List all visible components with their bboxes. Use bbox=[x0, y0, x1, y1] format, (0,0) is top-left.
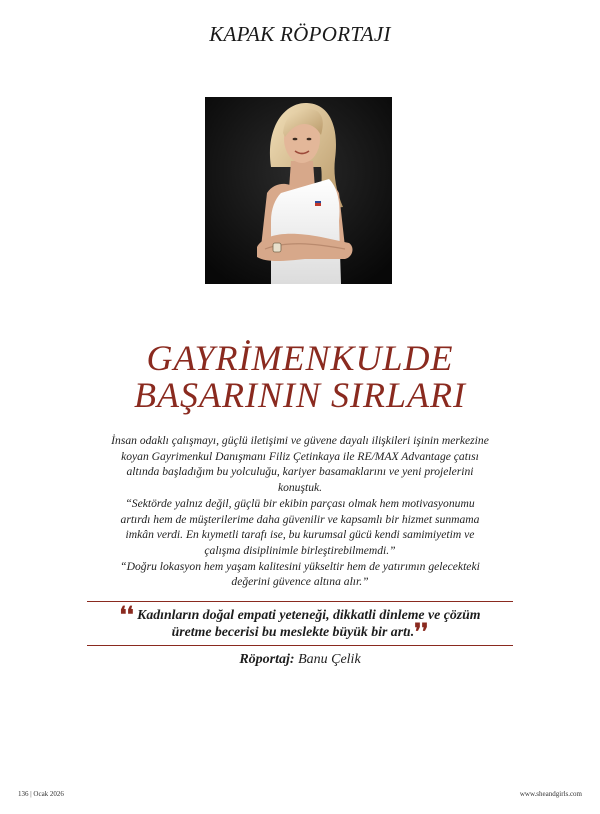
intro-line: değerini güvence altına alır.” bbox=[231, 575, 369, 589]
byline-label: Röportaj: bbox=[239, 652, 295, 667]
intro-line: çalışma disiplinimle birleştirebilmemdi.” bbox=[204, 543, 396, 557]
intro-line: artırdı hem de müşterilerime daha güvenilir ve kapsamlı bir hizmet sunmama bbox=[120, 512, 480, 526]
headline-line-1: GAYRİMENKULDE bbox=[146, 338, 454, 378]
intro-line: koyan Gayrimenkul Danışmanı Filiz Çetinkaya ile RE/MAX Advantage çatısı bbox=[121, 449, 479, 463]
page-number-footer: 136 | Ocak 2026 bbox=[18, 790, 64, 798]
intro-line: imkân verdi. En kıymetli tarafı ise, bu kurumsal gücü kendi samimiyetim ve bbox=[125, 528, 475, 542]
portrait-photo bbox=[205, 97, 392, 284]
website-footer: www.sheandgirls.com bbox=[519, 790, 582, 798]
intro-line: konuştuk. bbox=[277, 481, 323, 495]
portrait-illustration bbox=[205, 97, 392, 284]
intro-line: altında başladığım bu yolculuğu, kariyer basamaklarını ve yeni projelerini bbox=[126, 465, 474, 479]
intro-line: İnsan odaklı çalışmayı, güçlü iletişimi ve güvene dayalı ilişkileri işinin merkezine bbox=[111, 434, 489, 447]
pullquote-line-1 bbox=[87, 602, 513, 627]
pullquote-bottom-rule bbox=[87, 645, 513, 646]
pullquote bbox=[87, 602, 513, 644]
headline bbox=[0, 340, 600, 414]
headline-line-2: BAŞARININ SIRLARI bbox=[134, 375, 466, 415]
open-quote-mark-icon: ❛❛ bbox=[119, 602, 134, 627]
intro-text bbox=[92, 433, 508, 590]
pullquote-text-1: Kadınların doğal empati yeteneği, dikkatli dinleme ve çözüm bbox=[137, 607, 481, 622]
pullquote-text-2: üretme becerisi bu meslekte büyük bir artı. bbox=[171, 624, 415, 639]
byline-author: Banu Çelik bbox=[298, 652, 361, 667]
intro-line: “Doğru lokasyon hem yaşam kalitesini yükseltir hem de yatırımın gelecekteki bbox=[120, 559, 480, 573]
byline bbox=[0, 652, 600, 668]
section-label: KAPAK RÖPORTAJI bbox=[209, 22, 391, 46]
pullquote-top-rule bbox=[87, 601, 513, 602]
intro-line: “Sektörde yalnız değil, güçlü bir ekibin parçası olmak hem motivasyonumu bbox=[125, 496, 475, 510]
pullquote-line-2 bbox=[87, 619, 513, 644]
close-quote-mark-icon: ❜❜ bbox=[414, 619, 429, 644]
